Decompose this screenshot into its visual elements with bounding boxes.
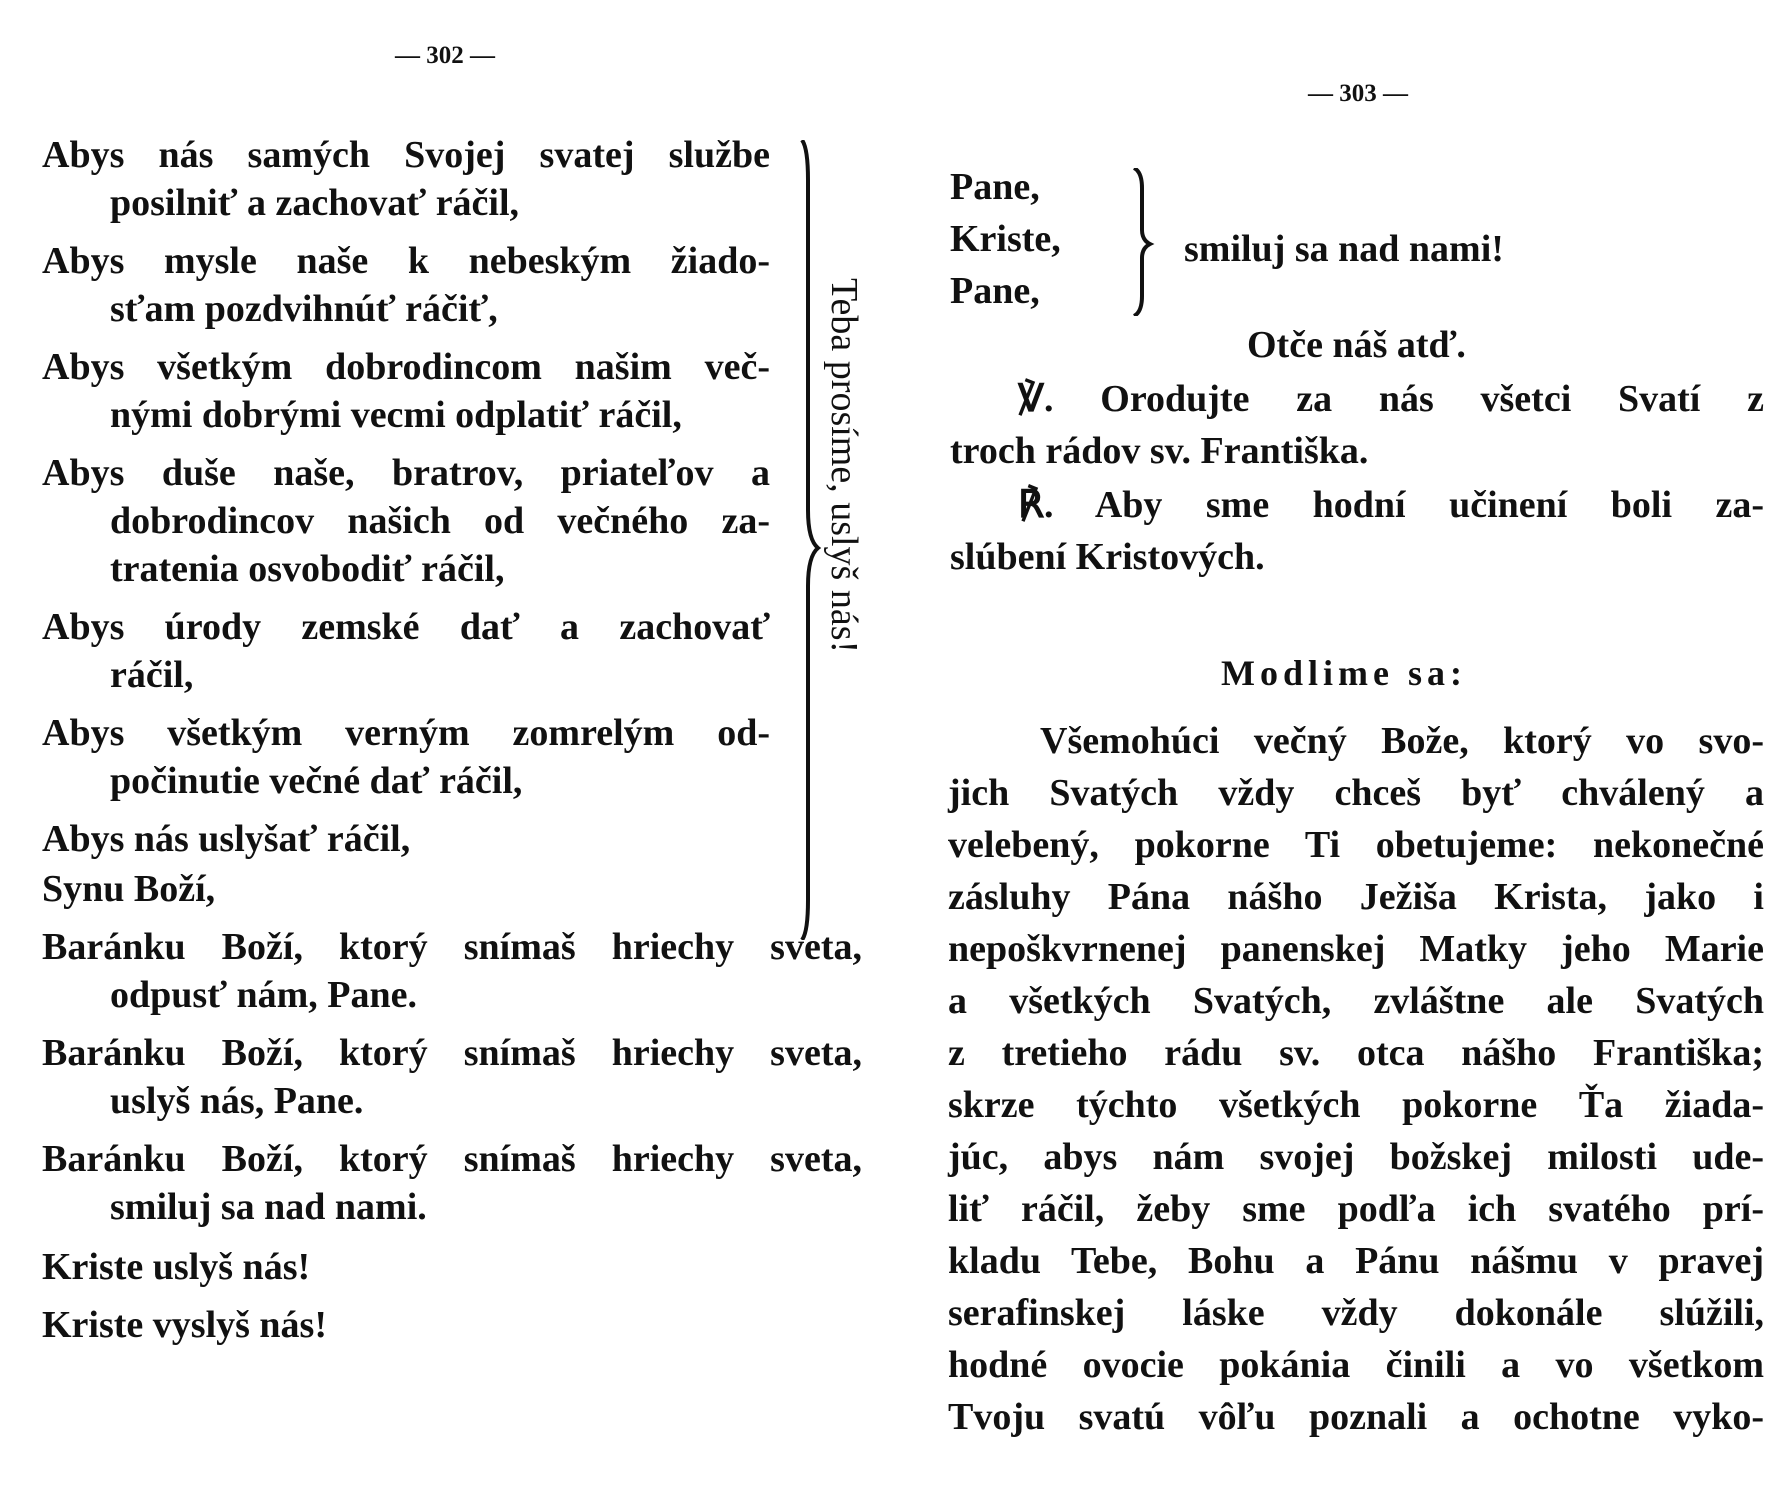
prayer-line: Tvoju svatú vôľu poznali a ochotne vyko- <box>948 1396 1764 1438</box>
kyrie-brace <box>1130 168 1158 316</box>
prayer-line: jich Svatých vždy chceš byť chválený a <box>948 772 1764 814</box>
agnus-line: odpusť nám, Pane. <box>110 974 417 1016</box>
prayer-line: Všemohúci večný Bože, ktorý vo svo- <box>1040 720 1764 762</box>
petition-line: nými dobrými vecmi odplatiť ráčil, <box>110 394 682 436</box>
prayer-line: velebený, pokorne Ti obetujeme: nekonečné <box>948 824 1764 866</box>
prayer-line: júc, abys nám svojej božskej milosti ude- <box>948 1136 1764 1178</box>
petition-line: počinutie večné dať ráčil, <box>110 760 523 802</box>
versicle-line: troch rádov sv. Františka. <box>950 430 1369 472</box>
response-line: slúbení Kristových. <box>950 536 1265 578</box>
petition-line: tratenia osvobodiť ráčil, <box>110 548 505 590</box>
petition-line: ráčil, <box>110 654 194 696</box>
prayer-line: zásluhy Pána nášho Ježiša Krista, jako i <box>948 876 1764 918</box>
petition-line: Synu Boží, <box>42 868 216 910</box>
response-teba-prosime: Teba prosíme, uslyš nás! <box>823 278 865 654</box>
prayer-line: z tretieho rádu sv. otca nášho Františka; <box>948 1032 1764 1074</box>
litany-brace <box>798 140 822 940</box>
prayer-line: hodné ovocie pokánia činili a vo všetkom <box>948 1344 1764 1386</box>
prayer-line: skrze týchto všetkých pokorne Ťa žiada- <box>948 1084 1764 1126</box>
response-line: ℟. Aby sme hodní učinení boli za- <box>1018 484 1764 526</box>
kyrie-name: Pane, <box>950 270 1040 312</box>
agnus-line: Baránku Boží, ktorý snímaš hriechy sveta, <box>42 1138 862 1180</box>
agnus-line: Baránku Boží, ktorý snímaš hriechy sveta, <box>42 1032 862 1074</box>
petition-line: Abys mysle naše k nebeským žiado- <box>42 240 770 282</box>
agnus-line: smiluj sa nad nami. <box>110 1186 427 1228</box>
petition-line: posilniť a zachovať ráčil, <box>110 182 520 224</box>
prayer-line: liť ráčil, žeby sme podľa ich svatého prí- <box>948 1188 1764 1230</box>
petition-line: Abys nás samých Svojej svatej službe <box>42 134 770 176</box>
agnus-line: uslyš nás, Pane. <box>110 1080 364 1122</box>
petition-line: sťam pozdvihnúť ráčiť, <box>110 288 498 330</box>
prayer-line: serafinskej láske vždy dokonále slúžili, <box>948 1292 1764 1334</box>
agnus-line: Baránku Boží, ktorý snímaš hriechy sveta, <box>42 926 862 968</box>
petition-line: Abys duše naše, bratrov, priateľov a <box>42 452 770 494</box>
kyrie-response: smiluj sa nad nami! <box>1184 228 1504 270</box>
closing-line: Kriste vyslyš nás! <box>42 1304 327 1346</box>
page-number-303: — 303 — <box>1308 80 1408 107</box>
petition-line: dobrodincov našich od večného za- <box>110 500 770 542</box>
closing-line: Kriste uslyš nás! <box>42 1246 311 1288</box>
pater-noster: Otče náš atď. <box>1247 324 1466 366</box>
prayer-heading: Modlime sa: <box>1221 653 1467 693</box>
right-page <box>900 0 1788 1500</box>
petition-line: Abys všetkým dobrodincom našim več- <box>42 346 770 388</box>
prayer-line: kladu Tebe, Bohu a Pánu nášmu v pravej <box>948 1240 1764 1282</box>
page-number-302: — 302 — <box>395 42 495 69</box>
petition-line: Abys úrody zemské dať a zachovať <box>42 606 770 648</box>
prayer-line: a všetkých Svatých, zvláštne ale Svatých <box>948 980 1764 1022</box>
petition-line: Abys všetkým verným zomrelým od- <box>42 712 770 754</box>
prayer-line: nepoškvrnenej panenskej Matky jeho Marie <box>948 928 1764 970</box>
kyrie-name: Pane, <box>950 166 1040 208</box>
petition-line: Abys nás uslyšať ráčil, <box>42 818 411 860</box>
kyrie-name: Kriste, <box>950 218 1061 260</box>
versicle-line: ℣. Orodujte za nás všetci Svatí z <box>1018 378 1764 420</box>
